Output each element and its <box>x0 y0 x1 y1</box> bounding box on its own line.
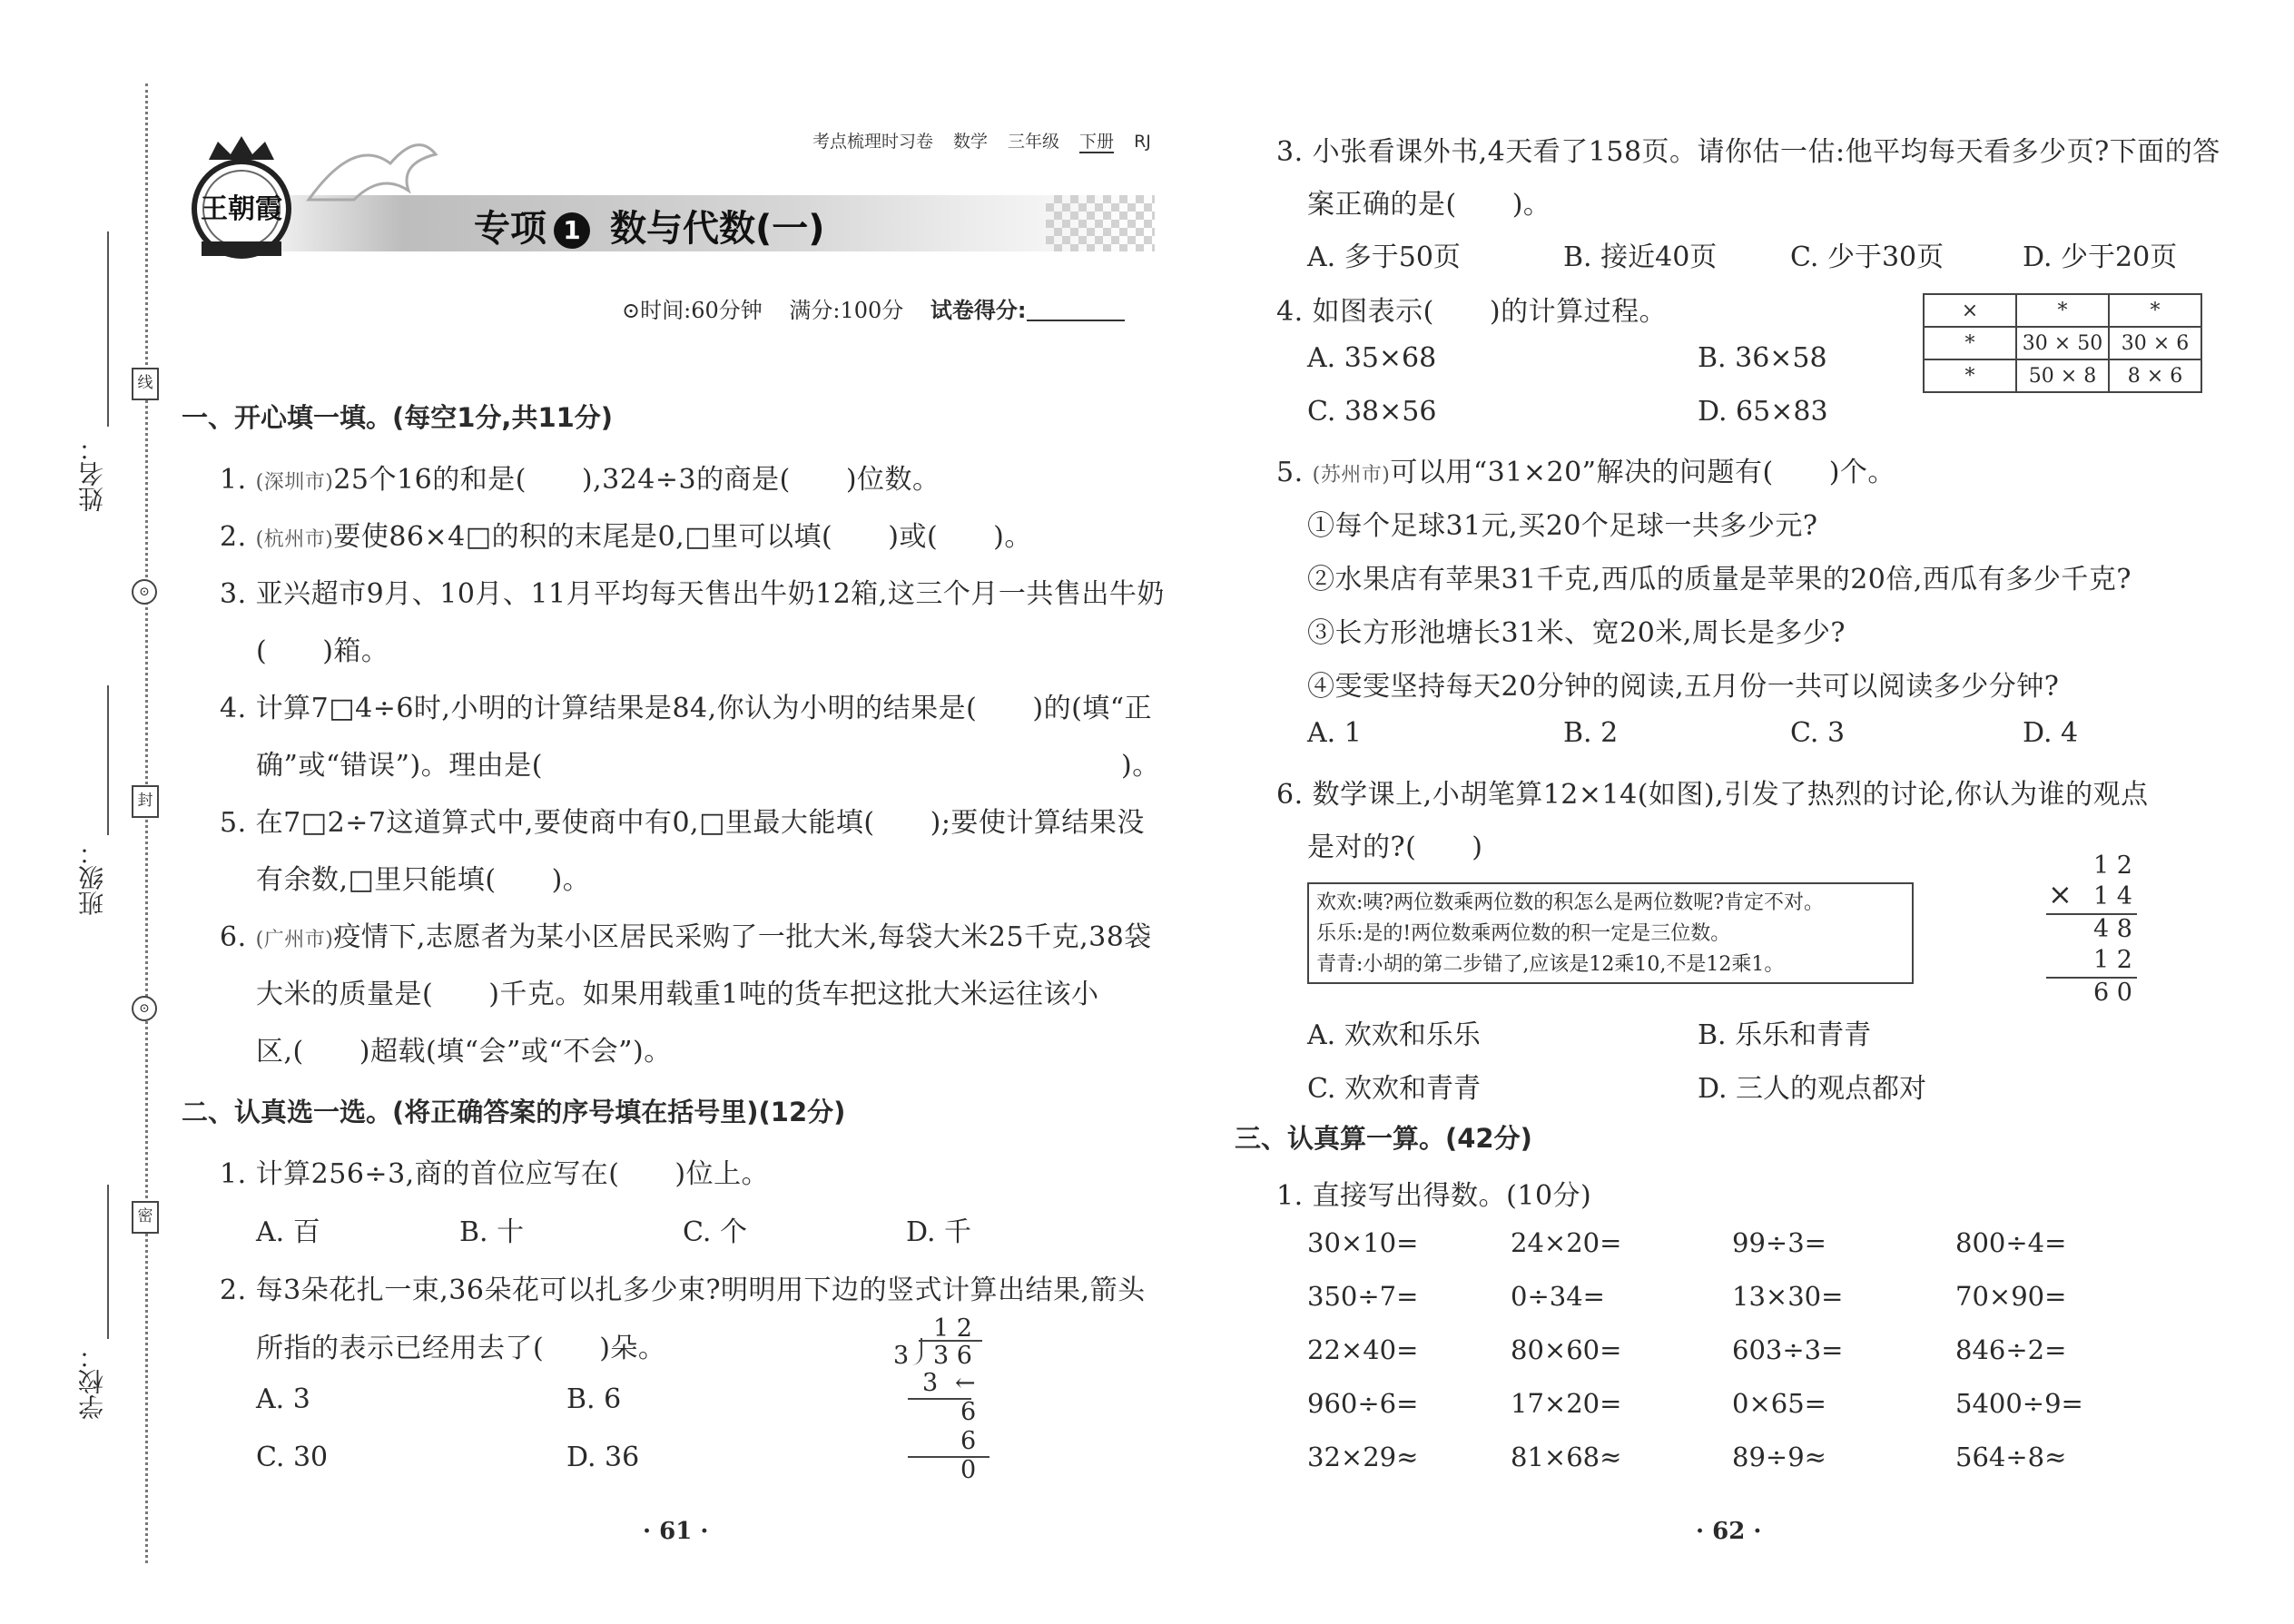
option-d[interactable]: D. 三人的观点都对 <box>1698 1073 1927 1105</box>
binding-mark-secret: 密 <box>132 1201 159 1234</box>
option-b[interactable]: B. 2 <box>1563 717 1619 749</box>
mult-partial-2: 1 2 <box>2093 946 2132 974</box>
binding-dotted-line <box>145 84 148 1563</box>
calc-item: 564÷8≈ <box>1955 1442 2067 1472</box>
option-a[interactable]: A. 欢欢和乐乐 <box>1307 1019 1481 1051</box>
score-blank[interactable] <box>1027 300 1125 321</box>
multiply-icon: × <box>2048 877 2072 911</box>
calc-item: 30×10= <box>1307 1227 1419 1258</box>
calc-item: 32×29≈ <box>1307 1442 1419 1472</box>
calc-item: 0÷34= <box>1511 1281 1605 1312</box>
clock-icon: ⊙ <box>622 298 641 323</box>
brand-logo <box>182 134 301 261</box>
option-d[interactable]: D. 千 <box>906 1216 972 1248</box>
s2-question-2: 2. 每3朵花扎一束,36朵花可以扎多少束?明明用下边的竖式计算出结果,箭头 <box>220 1275 1146 1306</box>
mult-top: 1 2 <box>2093 851 2132 880</box>
class-blank[interactable] <box>107 685 109 835</box>
calc-item: 17×20= <box>1511 1388 1622 1419</box>
option-b[interactable]: B. 36×58 <box>1698 342 1827 374</box>
mult-partial-1: 4 8 <box>2093 915 2132 943</box>
option-d[interactable]: D. 36 <box>566 1442 640 1473</box>
s3-sub1: 1. 直接写出得数。(10分) <box>1276 1180 1592 1212</box>
calc-item: 22×40= <box>1307 1334 1419 1365</box>
division-step2: 6 <box>960 1398 977 1426</box>
option-c[interactable]: C. 30 <box>256 1442 329 1473</box>
s2-question-6-line2: 是对的?( ) <box>1307 832 1483 863</box>
s2-question-3-line2: 案正确的是( )。 <box>1307 189 1551 221</box>
calc-item: 24×20= <box>1511 1227 1622 1258</box>
name-label: 姓名： <box>77 436 107 512</box>
s1-question-4-line2-end: )。 <box>1121 750 1160 782</box>
exam-meta: ⊙时间:60分钟 满分:100分 试卷得分: <box>622 292 1125 324</box>
option-d[interactable]: D. 4 <box>2023 717 2079 749</box>
calc-item: 5400÷9= <box>1955 1388 2083 1419</box>
calc-item: 350÷7= <box>1307 1281 1419 1312</box>
s1-question-3-line2: ( )箱。 <box>256 635 389 667</box>
opinion-qingqing: 青青:小胡的第二步错了,应该是12乘10,不是12乘1。 <box>1316 953 1785 976</box>
option-d[interactable]: D. 少于20页 <box>2023 241 2178 273</box>
s2-question-5: 5. (苏州市)可以用“31×20”解决的问题有( )个。 <box>1276 457 1895 488</box>
calc-item: 846÷2= <box>1955 1334 2067 1365</box>
option-a[interactable]: A. 1 <box>1307 717 1362 749</box>
arrow-left-icon: ← <box>955 1369 976 1397</box>
s1-question-4-line2: 确”或“错误”)。理由是( <box>256 750 543 782</box>
calc-item: 960÷6= <box>1307 1388 1419 1419</box>
option-d[interactable]: D. 65×83 <box>1698 396 1828 428</box>
s2-question-1: 1. 计算256÷3,商的首位应写在( )位上。 <box>220 1158 770 1190</box>
option-c[interactable]: C. 38×56 <box>1307 396 1437 428</box>
option-c[interactable]: C. 个 <box>683 1216 747 1248</box>
opinion-huanhuan: 欢欢:咦?两位数乘两位数的积怎么是两位数呢?肯定不对。 <box>1316 891 1825 914</box>
calc-item: 800÷4= <box>1955 1227 2067 1258</box>
s1-question-1: 1. (深圳市)25个16的和是( ),324÷3的商是( )位数。 <box>220 464 940 496</box>
page-number-right: · 62 · <box>1696 1518 1762 1545</box>
opinion-box <box>1307 882 1914 984</box>
option-c[interactable]: C. 3 <box>1790 717 1846 749</box>
option-b[interactable]: B. 6 <box>566 1383 622 1415</box>
s2-question-2-line2: 所指的表示已经用去了( )朵。 <box>256 1333 666 1364</box>
option-a[interactable]: A. 多于50页 <box>1307 241 1461 273</box>
s1-question-2: 2. (杭州市)要使86×4□的积的末尾是0,□里可以填( )或( )。 <box>220 521 1032 553</box>
option-c[interactable]: C. 欢欢和青青 <box>1307 1073 1481 1105</box>
option-c[interactable]: C. 少于30页 <box>1790 241 1944 273</box>
multiplication-table: × * * * 30 × 50 30 × 6 * 50 × 8 8 × 6 <box>1923 293 2202 393</box>
s2-question-6: 6. 数学课上,小胡笔算12×14(如图),引发了热烈的讨论,你认为谁的观点 <box>1276 779 2149 811</box>
binding-hole-icon: ⊙ <box>132 996 157 1021</box>
division-step3: 6 <box>960 1427 977 1455</box>
page-title: 专项 1 数与代数(一) <box>474 208 825 250</box>
division-bracket <box>911 1338 922 1365</box>
calc-item: 70×90= <box>1955 1281 2067 1312</box>
s2-q5-item-2: ②水果店有苹果31千克,西瓜的质量是苹果的20倍,西瓜有多少千克? <box>1307 564 2132 595</box>
school-blank[interactable] <box>107 1185 109 1339</box>
series-info: 考点梳理时习卷 数学 三年级 下册 RJ <box>812 132 1151 152</box>
s1-question-5-line2: 有余数,□里只能填( )。 <box>256 864 591 896</box>
s2-q5-item-4: ④雯雯坚持每天20分钟的阅读,五月份一共可以阅读多少分钟? <box>1307 671 2060 703</box>
option-b[interactable]: B. 乐乐和青青 <box>1698 1019 1872 1051</box>
binding-mark-seal: 封 <box>132 785 159 818</box>
calc-item: 99÷3= <box>1732 1227 1826 1258</box>
s1-question-5: 5. 在7□2÷7这道算式中,要使商中有0,□里最大能填( );要使计算结果没 <box>220 807 1145 839</box>
section1-heading: 一、开心填一填。(每空1分,共11分) <box>182 402 614 433</box>
opinion-lele: 乐乐:是的!两位数乘两位数的积一定是三位数。 <box>1316 922 1731 945</box>
s1-question-6-line3: 区,( )超载(填“会”或“不会”)。 <box>256 1036 672 1068</box>
option-b[interactable]: B. 接近40页 <box>1563 241 1718 273</box>
calc-item: 603÷3= <box>1732 1334 1844 1365</box>
calc-item: 81×68≈ <box>1511 1442 1622 1472</box>
page-number-left: · 61 · <box>643 1518 709 1545</box>
ribbon-icon <box>300 127 445 209</box>
division-line <box>908 1456 989 1458</box>
s1-question-6-line2: 大米的质量是( )千克。如果用载重1吨的货车把这批大米运往该小 <box>256 979 1099 1010</box>
option-a[interactable]: A. 35×68 <box>1307 342 1437 374</box>
name-blank[interactable] <box>107 231 109 427</box>
calc-item: 0×65= <box>1732 1388 1826 1419</box>
calc-item: 80×60= <box>1511 1334 1622 1365</box>
s2-question-3: 3. 小张看课外书,4天看了158页。请你估一估:他平均每天看多少页?下面的答 <box>1276 136 2220 168</box>
division-dividend: 3 6 <box>933 1342 972 1370</box>
option-b[interactable]: B. 十 <box>459 1216 525 1248</box>
s2-question-4: 4. 如图表示( )的计算过程。 <box>1276 296 1668 328</box>
binding-mark-line: 线 <box>132 368 159 400</box>
section3-heading: 三、认真算一算。(42分) <box>1235 1123 1532 1154</box>
school-label: 学校： <box>77 1343 107 1420</box>
division-step1: 3 <box>922 1369 939 1397</box>
s1-question-6: 6. (广州市)疫情下,志愿者为某小区居民采购了一批大米,每袋大米25千克,38袋 <box>220 921 1152 953</box>
division-divisor: 3 <box>893 1342 910 1370</box>
section2-heading: 二、认真选一选。(将正确答案的序号填在括号里)(12分) <box>182 1097 846 1127</box>
class-label: 班级： <box>77 840 107 916</box>
division-remainder: 0 <box>960 1456 977 1484</box>
binding-hole-icon: ⊙ <box>132 579 157 605</box>
s1-question-3: 3. 亚兴超市9月、10月、11月平均每天售出牛奶12箱,这三个月一共售出牛奶 <box>220 578 1165 610</box>
calc-item: 13×30= <box>1732 1281 1844 1312</box>
option-a[interactable]: A. 百 <box>256 1216 320 1248</box>
s1-question-4: 4. 计算7□4÷6时,小明的计算结果是84,你认为小明的结果是( )的(填“正 <box>220 693 1153 724</box>
mult-second: 1 4 <box>2093 882 2132 910</box>
logo-text: 王朝霞 <box>201 193 282 225</box>
s2-q5-item-3: ③长方形池塘长31米、宽20米,周长是多少? <box>1307 617 1846 649</box>
s2-q5-item-1: ①每个足球31元,买20个足球一共多少元? <box>1307 510 1818 542</box>
calc-item: 89÷9≈ <box>1732 1442 1826 1472</box>
checker-decoration <box>1046 195 1155 251</box>
division-quotient: 1 2 <box>933 1314 972 1343</box>
mult-result: 6 0 <box>2093 979 2132 1007</box>
option-a[interactable]: A. 3 <box>256 1383 310 1415</box>
